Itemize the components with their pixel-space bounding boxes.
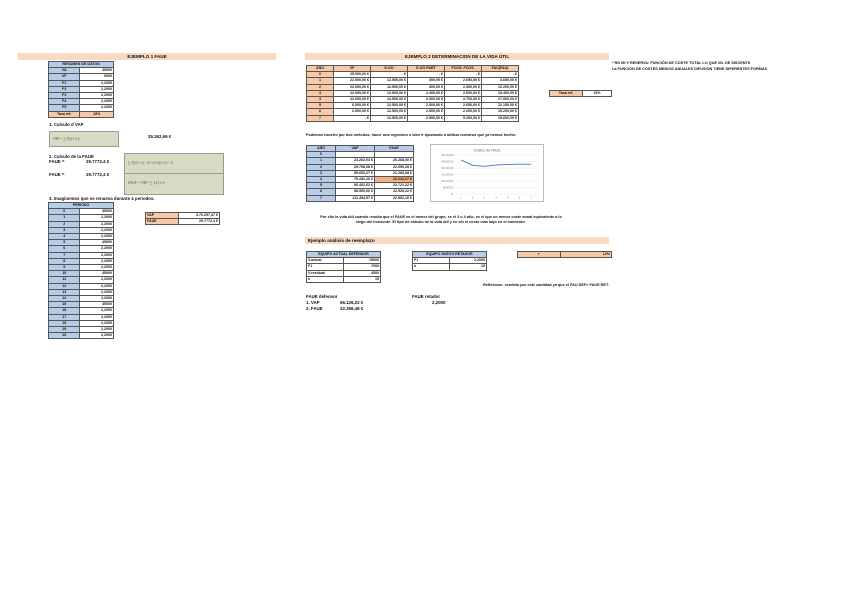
life-cell: 25.000,00 € xyxy=(334,72,371,78)
life-cell: 5.200,00 € xyxy=(445,115,482,121)
example1-title: EJEMPLO 1 FAUE xyxy=(18,53,276,60)
method-instruction: Podemos hacerlo por dos métodos, hacer una regresión o bien ir ajustando a utilizar nuestros que ya hemos hecho: xyxy=(306,133,517,137)
faue-cell: 22.721,22 € xyxy=(375,183,414,189)
faue-cell: 90.402,62 € xyxy=(336,183,375,189)
new-row xyxy=(413,264,487,270)
chart-x-tick: 4 xyxy=(495,196,497,200)
faue-line1-value: 29.7772,4 € xyxy=(86,159,110,164)
period-index: 7 xyxy=(49,252,80,258)
period-value: 2,2000 xyxy=(80,296,114,302)
faue-cell: 98.590,60 € xyxy=(336,189,375,195)
faue-year: 4 xyxy=(307,177,336,183)
period-index: 9 xyxy=(49,265,80,271)
chart-y-tick: €25.000,00 xyxy=(441,160,454,164)
period-index: 5 xyxy=(49,240,80,246)
faue-formula-image-2: FAUE = VAP / ∑ 1/(1+r)ʲ xyxy=(124,173,224,195)
faue-cell: 23.262,04 € xyxy=(336,158,375,164)
life-year: 0 xyxy=(307,72,334,78)
rate-value: 15% xyxy=(80,111,114,117)
period-value: 45000 xyxy=(80,240,114,246)
period-value: 2,2000 xyxy=(80,215,114,221)
life-cell: 2.300,00 € xyxy=(445,84,482,90)
life-cell: 12.500,00 € xyxy=(371,97,408,103)
faue-chart-svg xyxy=(431,145,543,201)
life-cell: 2.500,00 € xyxy=(408,109,445,115)
chart-x-tick: 3 xyxy=(483,196,485,200)
faue-table-header: VAP xyxy=(336,146,375,152)
life-cell: 2.650,00 € xyxy=(445,78,482,84)
life-cell: 3.650,00 € xyxy=(482,78,519,84)
summary-table xyxy=(145,212,220,225)
life-table-header: E.OO xyxy=(371,66,408,72)
life-table xyxy=(306,65,519,122)
period-value: 45000 xyxy=(80,302,114,308)
rate-box-value: 15% xyxy=(583,91,612,97)
life-table-row xyxy=(307,115,519,121)
period-index: 3 xyxy=(49,227,80,233)
life-cell: 2.400,00 € xyxy=(408,90,445,96)
chart-y-tick: €30.000,00 xyxy=(441,153,454,157)
rate-box xyxy=(549,90,612,97)
chart-y-tick: €20.000,00 xyxy=(441,166,454,170)
current-value: 4500 xyxy=(344,270,381,276)
new-equipment-table xyxy=(412,251,487,271)
faue-defender-value: 22.296,48 € xyxy=(340,306,364,311)
life-cell: 2.650,00 € xyxy=(445,103,482,109)
rate-r-label: r xyxy=(518,252,561,258)
life-cell: 2.500,00 € xyxy=(334,109,371,115)
life-cell: 2.200,00 € xyxy=(445,109,482,115)
new-key: n xyxy=(413,264,450,270)
faue-defender-title: FAUE defensor xyxy=(306,294,338,299)
life-cell: 12.200,00 € xyxy=(482,84,519,90)
period-index: 10 xyxy=(49,271,80,277)
life-year: 1 xyxy=(307,78,334,84)
life-cell: 300,00 € xyxy=(408,84,445,90)
input-value: 2,2000 xyxy=(80,86,114,92)
faue-cell: 79.282,26 € xyxy=(336,177,375,183)
life-year: 7 xyxy=(307,115,334,121)
faue-defender-value: 66.126,22 € xyxy=(340,300,364,305)
current-key: V.actual xyxy=(307,258,344,264)
life-year: 3 xyxy=(307,90,334,96)
inputs-header: RESUMEN DE DATOS xyxy=(49,62,114,68)
chart-x-tick: 2 xyxy=(471,196,474,200)
life-cell: - € xyxy=(334,115,371,121)
step3-label: 3. Imaginemos que se renueva durante 4 periodos. xyxy=(49,196,155,201)
input-value: 5000 xyxy=(80,74,114,80)
life-cell: 2.300,00 € xyxy=(408,97,445,103)
chart-x-tick: 1 xyxy=(460,196,462,200)
input-key: F3 xyxy=(49,93,80,99)
life-cell: 2.500,00 € xyxy=(408,103,445,109)
faue-cell: 55.663,27 € xyxy=(336,170,375,176)
new-equipment-header: EQUIPO NUEVO RETADOR xyxy=(413,252,487,258)
period-index: 1 xyxy=(49,215,80,221)
life-cell: 15.600,00 € xyxy=(482,115,519,121)
life-cell: 22.000,00 € xyxy=(334,90,371,96)
life-year: 6 xyxy=(307,109,334,115)
faue-table-header: AÑO xyxy=(307,146,336,152)
period-value: 2,2000 xyxy=(80,327,114,333)
life-cell: 22.000,00 € xyxy=(334,97,371,103)
period-value: 2,2000 xyxy=(80,277,114,283)
summary-value: 3.70.257,47 € xyxy=(179,213,220,219)
rate-box-label: Tasa ref. xyxy=(550,91,583,97)
period-value: 2,2000 xyxy=(80,234,114,240)
faue-cell: 22.962,16 € xyxy=(375,195,414,201)
faue-year: 5 xyxy=(307,183,336,189)
life-cell: 300,00 € xyxy=(408,78,445,84)
life-table-header: AÑO xyxy=(307,66,334,72)
input-key: F2 xyxy=(49,86,80,92)
chart-x-tick: 6 xyxy=(518,196,521,200)
life-cell: - € xyxy=(371,72,408,78)
input-key: F1 xyxy=(49,80,80,86)
current-equipment-table xyxy=(306,251,381,283)
chart-y-tick: €10.000,00 xyxy=(441,179,454,183)
faue-year: 7 xyxy=(307,195,336,201)
decision-text: Reflexione: vendido por este cantidad ya que el FAU DEF> FAUE RET. xyxy=(483,283,609,287)
life-year: 2 xyxy=(307,84,334,90)
step1-label: 1. Calculo d VAP xyxy=(49,122,84,127)
vap-result: 35.262,69 € xyxy=(148,134,172,139)
faue-table-row xyxy=(307,195,414,201)
life-cell: 6.000,00 € xyxy=(334,103,371,109)
period-index: 17 xyxy=(49,314,80,320)
life-cell: 22.000,00 € xyxy=(334,84,371,90)
periods-table xyxy=(48,202,114,339)
faue-cell: 26.268,00 € xyxy=(375,158,414,164)
chart-y-tick: €15.000,00 xyxy=(441,173,454,177)
right-note-2: La FUNCIÓN DE COSTES MEDIOS ANUALES DIFUSIÓN TIENE DIFERENTES FORMAS xyxy=(612,67,768,71)
life-table-header: FCOS. FCOS. xyxy=(445,66,482,72)
period-index: 20 xyxy=(49,333,80,339)
period-index: 16 xyxy=(49,308,80,314)
input-value: 2,2000 xyxy=(80,105,114,111)
life-cell: 12.500,00 € xyxy=(371,109,408,115)
current-value: 15000 xyxy=(344,258,381,264)
faue-year: 0 xyxy=(307,152,336,158)
life-table-header: VF xyxy=(334,66,371,72)
period-index: 12 xyxy=(49,283,80,289)
period-value: 2,2000 xyxy=(80,333,114,339)
chart-y-tick: €5.000,00 xyxy=(442,186,454,190)
life-cell: 12.500,00 € xyxy=(371,90,408,96)
summary-value: 29.7772,4 € xyxy=(179,219,220,225)
period-value: 2,2000 xyxy=(80,289,114,295)
period-value: 2,2000 xyxy=(80,314,114,320)
inputs-table xyxy=(48,61,114,118)
faue-cell: 22.929,22 € xyxy=(375,189,414,195)
summary-key: FAUE xyxy=(146,219,179,225)
life-cell: 12.500,00 € xyxy=(371,103,408,109)
current-row xyxy=(307,276,381,282)
life-cell: - € xyxy=(445,72,482,78)
period-index: 13 xyxy=(49,289,80,295)
new-key: F1 xyxy=(413,258,450,264)
replacement-title: Ejemplo análisis de reemplazo xyxy=(305,237,609,244)
faue-defender-key: 1. VAP xyxy=(306,300,320,305)
faue-line1-label: FAUE = xyxy=(49,159,65,164)
life-cell: 12.500,00 € xyxy=(371,115,408,121)
period-value: 2,2000 xyxy=(80,252,114,258)
period-index: 15 xyxy=(49,302,80,308)
life-cell: 2.600,00 € xyxy=(445,90,482,96)
faue-chart xyxy=(430,144,544,202)
period-value: 45000 xyxy=(80,271,114,277)
current-key: V.residual xyxy=(307,270,344,276)
faue-year: 2 xyxy=(307,164,336,170)
input-key: VF xyxy=(49,74,80,80)
current-key: n xyxy=(307,276,344,282)
input-value: 2,2000 xyxy=(80,93,114,99)
life-cell: - € xyxy=(408,72,445,78)
period-value: 2,2000 xyxy=(80,258,114,264)
summary-row xyxy=(146,219,220,225)
periods-header: PERIODO xyxy=(49,203,114,209)
faue-year: 6 xyxy=(307,189,336,195)
rate-r-box xyxy=(517,251,612,258)
period-index: 8 xyxy=(49,258,80,264)
input-value: 2,2000 xyxy=(80,99,114,105)
faue-defender-row xyxy=(306,306,386,312)
life-cell: 15.200,00 € xyxy=(482,109,519,115)
life-cell: 12.500,00 € xyxy=(371,78,408,84)
period-value: 2,2000 xyxy=(80,246,114,252)
period-value: 2,2000 xyxy=(80,221,114,227)
faue-defender-rows xyxy=(306,300,386,312)
faue-table-header: FAUE xyxy=(375,146,414,152)
current-key: F1 xyxy=(307,264,344,270)
life-cell: 12.500,00 € xyxy=(371,84,408,90)
faue-line2-value: 29.7772,4 € xyxy=(86,172,110,177)
faue-year: 1 xyxy=(307,158,336,164)
right-note-1: * RG MI Y RESERVA: FUNCIÓN DE COSTE TOTAL LO QUE 2N. DE SISCENTS xyxy=(612,61,751,65)
faue-defender-key: 2. FAUE xyxy=(306,306,323,311)
faue-cell: 29.768,08 € xyxy=(336,164,375,170)
life-cell: 15.400,00 € xyxy=(482,90,519,96)
period-value: 2,2000 xyxy=(80,283,114,289)
example2-title: EJEMPLO 2 DETERMINACION DE LA VIDA ÚTIL xyxy=(305,53,609,60)
period-value: 35000 xyxy=(80,209,114,215)
summary-key: VAP xyxy=(146,213,179,219)
period-row xyxy=(49,333,114,339)
period-index: 2 xyxy=(49,221,80,227)
chart-y-tick: €- xyxy=(451,192,454,196)
life-table-header: E.OO PART xyxy=(408,66,445,72)
step2-label: 2. Calculo de la FAUE xyxy=(49,154,94,159)
chart-x-tick: 5 xyxy=(507,196,509,200)
life-cell: 2.700,00 € xyxy=(445,97,482,103)
period-value: 2,2000 xyxy=(80,265,114,271)
period-value: 2,2000 xyxy=(80,320,114,326)
life-cell: 22.000,00 € xyxy=(334,78,371,84)
life-year: 5 xyxy=(307,103,334,109)
faue-year: 3 xyxy=(307,170,336,176)
current-value: 7000 xyxy=(344,264,381,270)
input-key: F4 xyxy=(49,99,80,105)
chart-title: Gráfico de FAUE xyxy=(473,148,501,153)
life-cell: 12.150,00 € xyxy=(482,103,519,109)
period-index: 4 xyxy=(49,234,80,240)
period-index: 18 xyxy=(49,320,80,326)
vap-formula-image: VAP = ∑ Fj/(1+r)ʲ xyxy=(49,131,119,147)
faue-cell: 111.494,97 € xyxy=(336,195,375,201)
rate-label: Tasa ref. xyxy=(49,111,80,117)
period-index: 11 xyxy=(49,277,80,283)
input-key: VA xyxy=(49,68,80,74)
period-value: 2,2000 xyxy=(80,308,114,314)
faue-line2-label: FAUE = xyxy=(49,172,65,177)
period-index: 0 xyxy=(49,209,80,215)
faue-cell: 22.099,28 € xyxy=(375,164,414,170)
rate-r-value: 12% xyxy=(561,252,612,258)
faue-challenger-value: 2,2000 xyxy=(432,300,446,305)
period-index: 14 xyxy=(49,296,80,302)
life-year: 4 xyxy=(307,97,334,103)
faue-challenger-title: FAUE retador xyxy=(412,294,441,299)
new-value: 15 xyxy=(450,264,487,270)
input-value: 2,2000 xyxy=(80,80,114,86)
period-index: 6 xyxy=(49,246,80,252)
life-table-header: FAC(FAU) xyxy=(482,66,519,72)
new-value: 2,2000 xyxy=(450,258,487,264)
life-cell: 17.000,00 € xyxy=(482,97,519,103)
chart-x-tick: 7 xyxy=(530,196,532,200)
input-key: F5 xyxy=(49,105,80,111)
chart-series-line xyxy=(461,160,531,166)
period-index: 19 xyxy=(49,327,80,333)
faue-cell: 21.283,08 € xyxy=(375,170,414,176)
life-cell: 2.500,00 € xyxy=(408,115,445,121)
conclusion-text: Por ello la vida útil cuando resulta que el FAUE es el menor del grupo, es el 3 o 4 año, es el que un menor coste anual equivalente a lo largo del horizonte. El tipo de cálculo de la vida útil y en sin el costo más bajo en el momento. xyxy=(320,215,562,224)
faue-formula-image-1: ∑ Fj/(1+r)ʲ · i(1+i)ⁿ/((1+i)ⁿ−1) xyxy=(124,153,224,174)
life-cell: - € xyxy=(482,72,519,78)
current-equipment-header: EQUIPO ACTUAL DEFENSOR xyxy=(307,252,381,258)
current-value: 15 xyxy=(344,276,381,282)
period-value: 2,2000 xyxy=(80,227,114,233)
input-value: 35000 xyxy=(80,68,114,74)
faue-table xyxy=(306,145,414,202)
faue-cell: 22.242,27 € xyxy=(375,177,414,183)
